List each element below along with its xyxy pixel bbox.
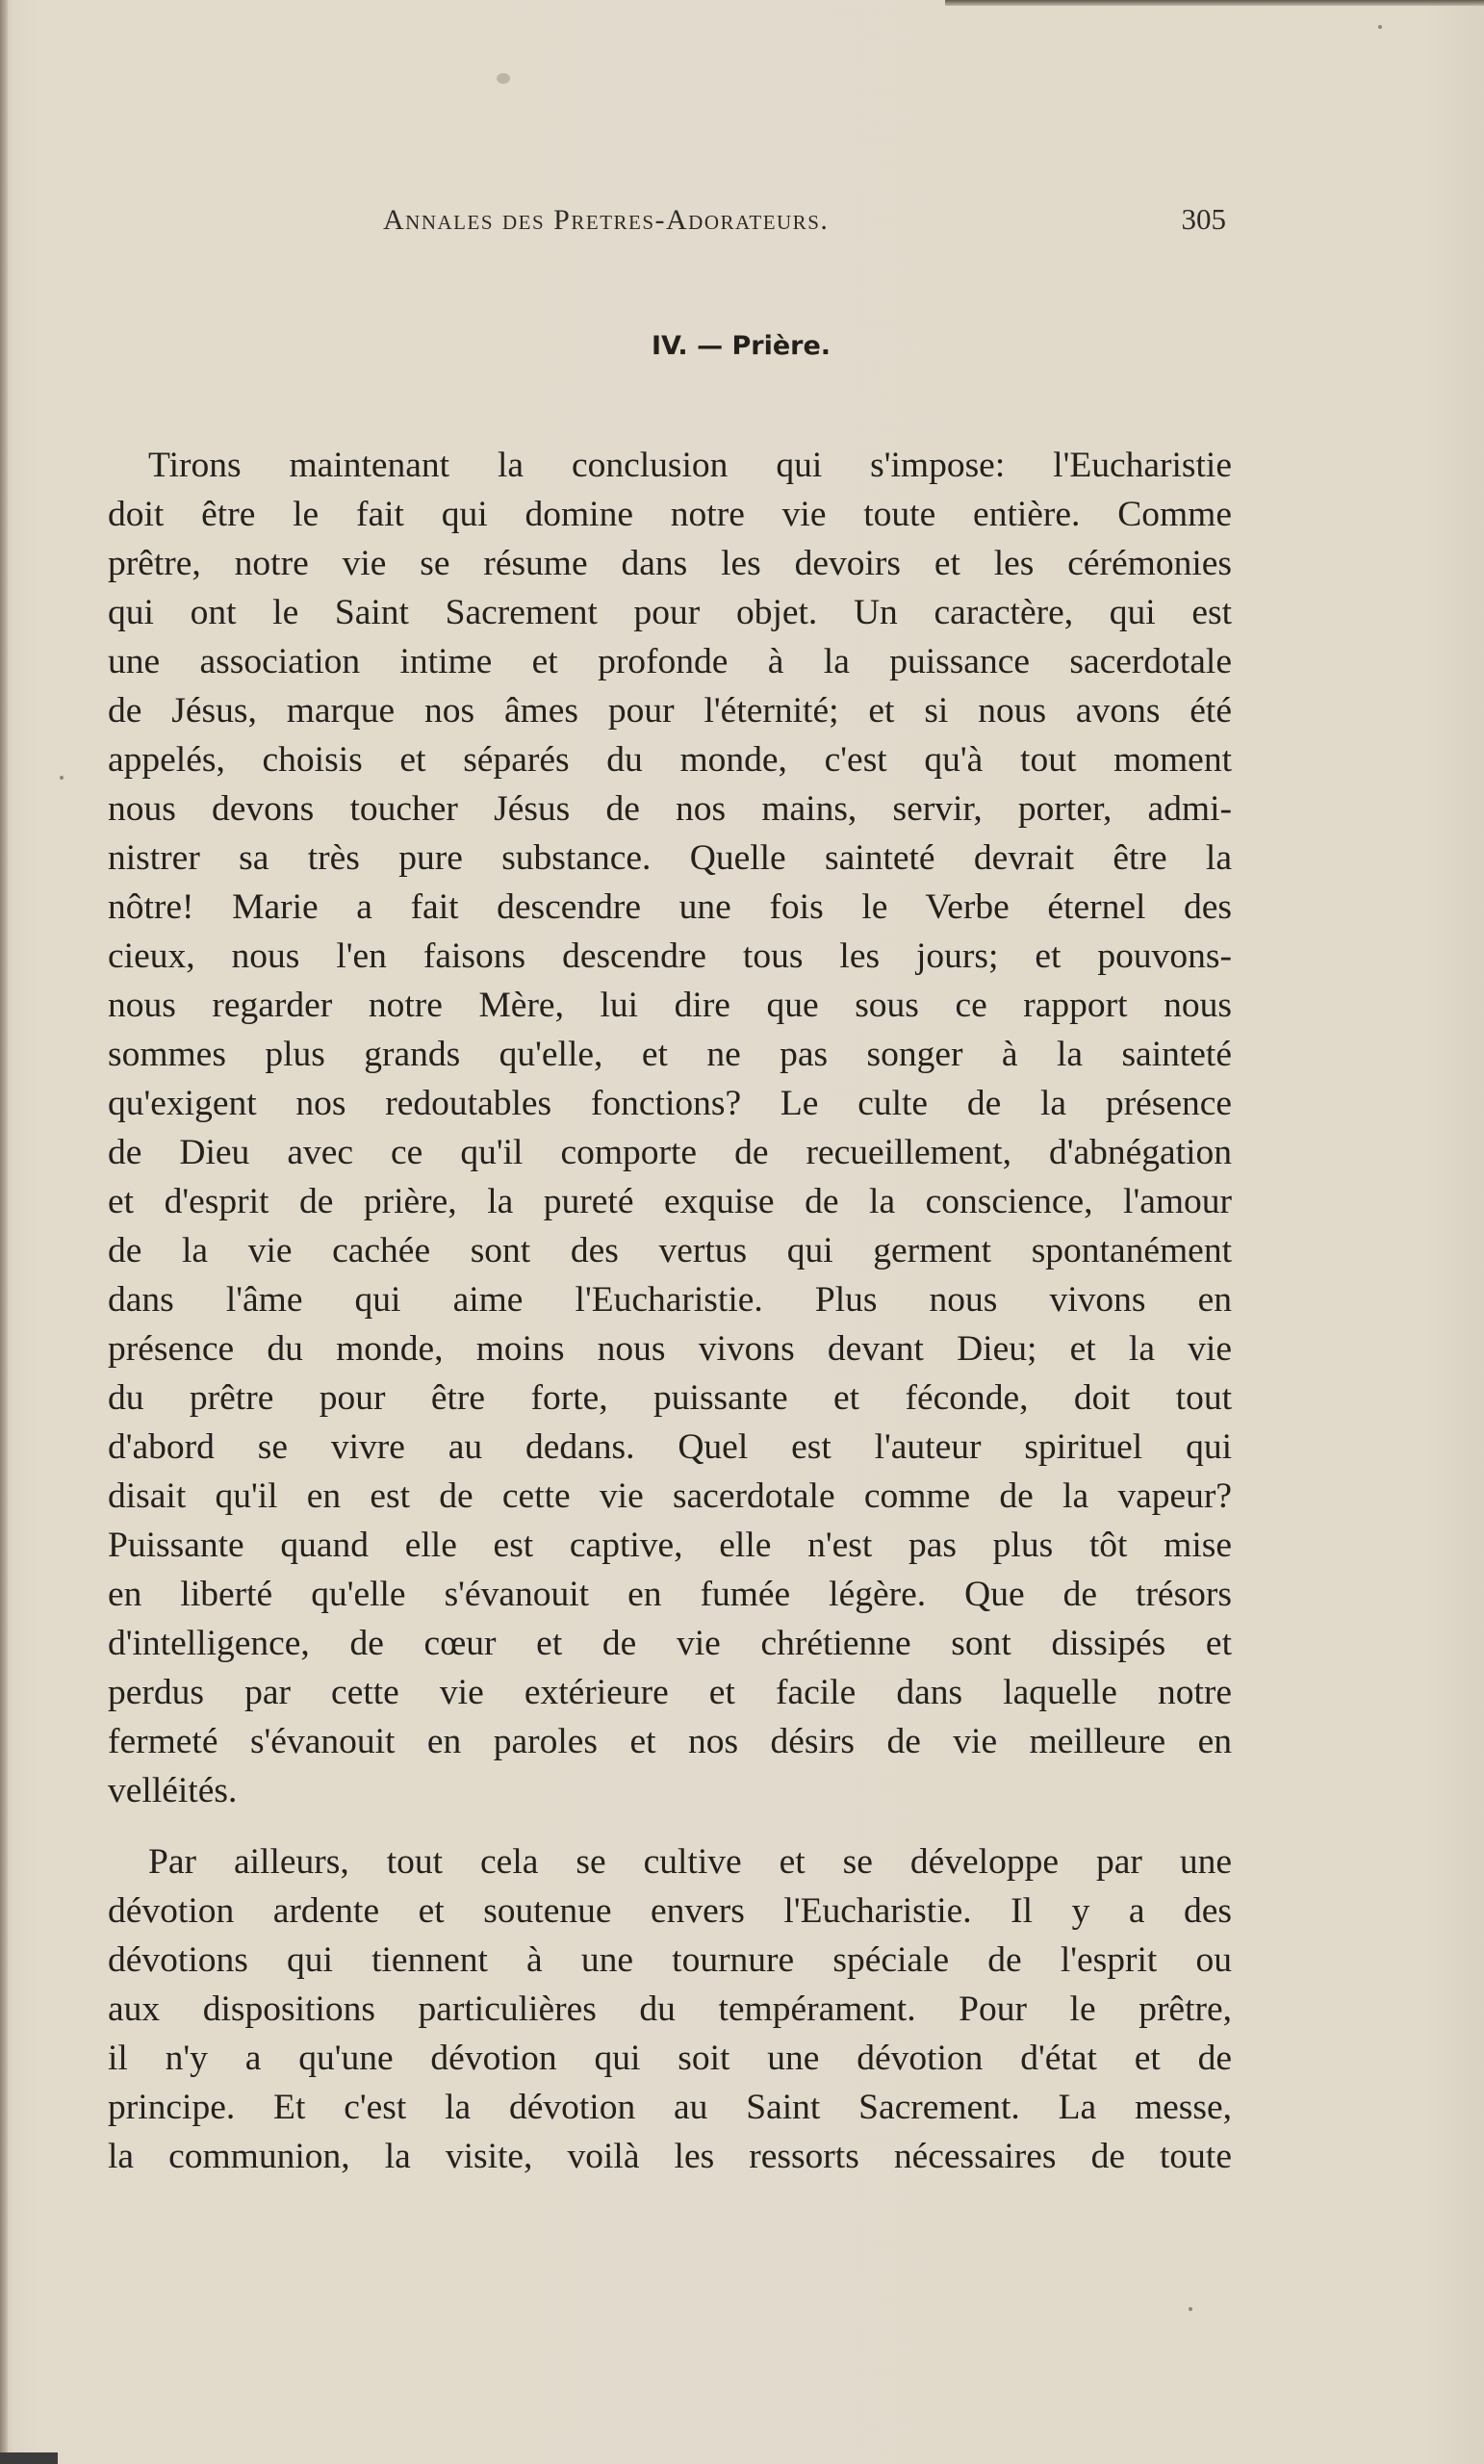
text-line: du prêtre pour être forte, puissante et féconde, doit tout (108, 1378, 1232, 1418)
text-line: dévotion ardente et soutenue envers l'Eucharistie. Il y a des (108, 1891, 1232, 1931)
paper-speck (1189, 2307, 1192, 2311)
running-header (383, 202, 1226, 248)
text-line: cieux, nous l'en faisons descendre tous les jours; et pouvons- (108, 937, 1232, 976)
text-line: qui ont le Saint Sacrement pour objet. Un caractère, qui est (108, 593, 1232, 632)
text-line: sommes plus grands qu'elle, et ne pas songer à la sainteté (108, 1035, 1232, 1074)
text-line: de Jésus, marque nos âmes pour l'éternité; et si nous avons été (108, 691, 1232, 731)
text-line: une association intime et profonde à la puissance sacerdotale (108, 642, 1232, 681)
text-line: aux dispositions particulières du tempérament. Pour le prêtre, (108, 1989, 1232, 2029)
paper-speck (60, 776, 64, 780)
text-line: Tirons maintenant la conclusion qui s'impose: l'Eucharistie (148, 446, 1232, 485)
text-line: il n'y a qu'une dévotion qui soit une dévotion d'état et de (108, 2039, 1232, 2078)
text-line: nôtre! Marie a fait descendre une fois le Verbe éternel des (108, 887, 1232, 927)
text-line: appelés, choisis et séparés du monde, c'est qu'à tout moment (108, 740, 1232, 780)
text-line: nous regarder notre Mère, lui dire que sous ce rapport nous (108, 986, 1232, 1025)
text-line: la communion, la visite, voilà les ressorts nécessaires de toute (108, 2137, 1232, 2176)
text-line: principe. Et c'est la dévotion au Saint Sacrement. La messe, (108, 2088, 1232, 2127)
text-line: Puissante quand elle est captive, elle n'est pas plus tôt mise (108, 1526, 1232, 1565)
text-line: qu'exigent nos redoutables fonctions? Le culte de la présence (108, 1084, 1232, 1123)
text-line: dans l'âme qui aime l'Eucharistie. Plus nous vivons en (108, 1280, 1232, 1320)
text-line: et d'esprit de prière, la pureté exquise de la conscience, l'amour (108, 1182, 1232, 1221)
text-line: perdus par cette vie extérieure et facile dans laquelle notre (108, 1673, 1232, 1712)
text-line: en liberté qu'elle s'évanouit en fumée légère. Que de trésors (108, 1575, 1232, 1614)
page-number: 305 (1181, 202, 1226, 236)
paragraph-1 (108, 441, 1232, 1815)
text-line: prêtre, notre vie se résume dans les devoirs et les cérémonies (108, 544, 1232, 583)
paper-speck (497, 73, 510, 84)
page-top-shadow (945, 0, 1484, 6)
text-line: nous devons toucher Jésus de nos mains, servir, porter, admi- (108, 789, 1232, 829)
text-line: présence du monde, moins nous vivons devant Dieu; et la vie (108, 1329, 1232, 1369)
running-title: Annales des Pretres-Adorateurs. (383, 204, 830, 236)
paragraph-2 (108, 1837, 1232, 2181)
body-text (108, 441, 1232, 2203)
text-line: d'intelligence, de cœur et de vie chrétienne sont dissipés et (108, 1624, 1232, 1663)
text-line: disait qu'il en est de cette vie sacerdotale comme de la vapeur? (108, 1476, 1232, 1516)
text-line: Par ailleurs, tout cela se cultive et se développe par une (148, 1842, 1232, 1882)
text-line: nistrer sa très pure substance. Quelle sainteté devrait être la (108, 838, 1232, 878)
text-line: dévotions qui tiennent à une tournure spéciale de l'esprit ou (108, 1940, 1232, 1980)
page-binding-edge (0, 0, 8, 2464)
page-corner-shadow (0, 2452, 58, 2464)
text-line: fermeté s'évanouit en paroles et nos désirs de vie meilleure en (108, 1722, 1232, 1761)
section-heading: IV. — Prière. (651, 331, 832, 361)
text-line: d'abord se vivre au dedans. Quel est l'auteur spirituel qui (108, 1427, 1232, 1467)
text-line: de la vie cachée sont des vertus qui germent spontanément (108, 1231, 1232, 1270)
text-line: doit être le fait qui domine notre vie toute entière. Comme (108, 495, 1232, 534)
text-line: de Dieu avec ce qu'il comporte de recueillement, d'abnégation (108, 1133, 1232, 1172)
text-line: velléités. (108, 1771, 238, 1810)
paper-speck (1378, 25, 1382, 29)
